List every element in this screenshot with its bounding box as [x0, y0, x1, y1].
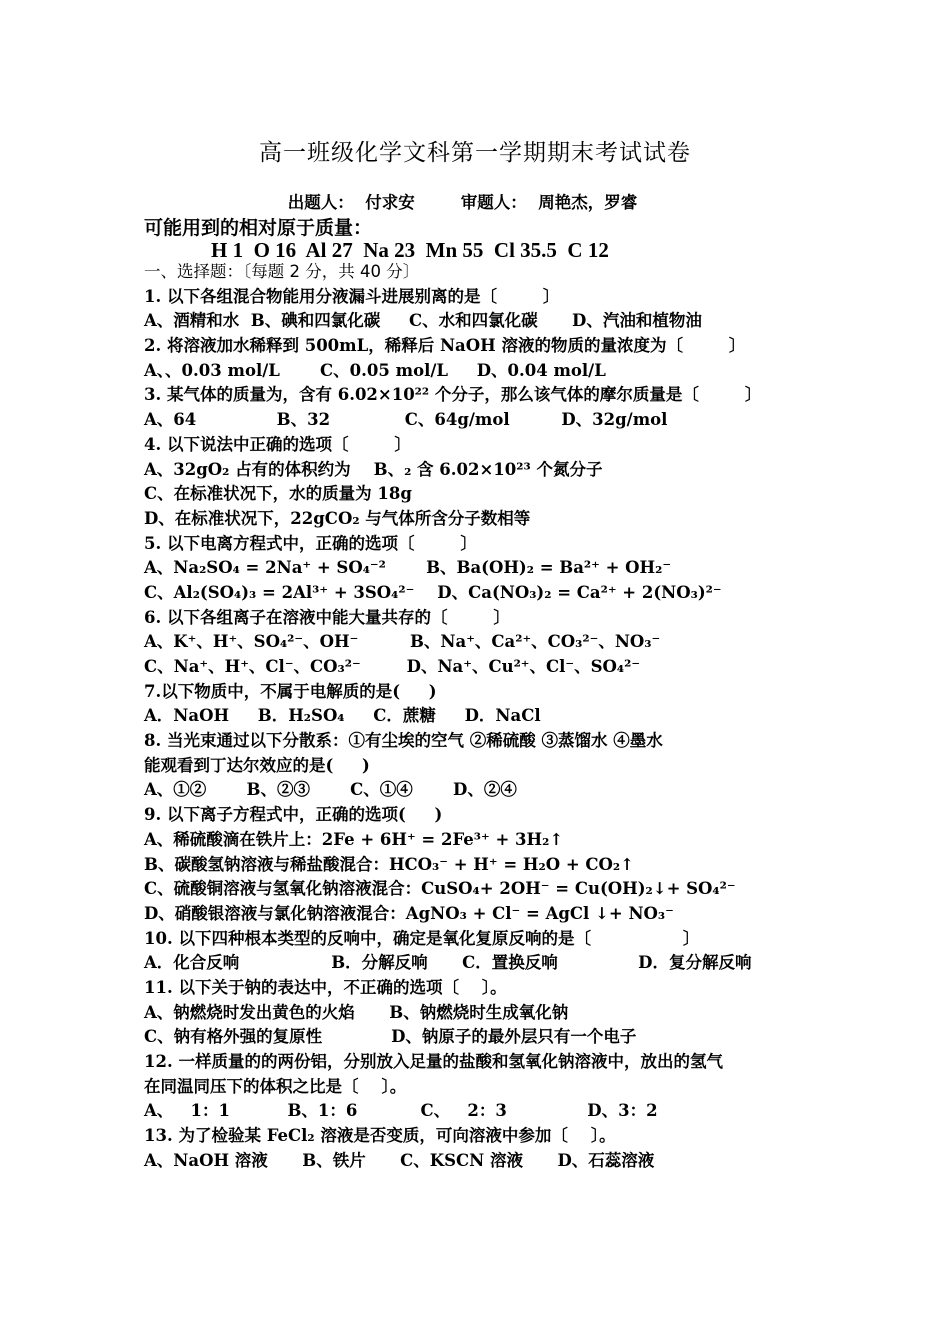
atomic-mass-heading: 可能用到的相对原于质量： — [144, 217, 373, 239]
question-text: 5. 以下电离方程式中，正确的选项〔 〕 — [144, 533, 477, 553]
question-text: 13. 为了检验某 FeCl₂ 溶液是否变质，可向溶液中参加〔 〕。 — [144, 1126, 616, 1146]
answer-options: C、Na⁺、H⁺、Cl⁻、CO₃²⁻ D、Na⁺、Cu²⁺、Cl⁻、SO₄²⁻ — [144, 657, 641, 676]
answer-options: A、Na₂SO₄ = 2Na⁺ + SO₄⁻² B、Ba(OH)₂ = Ba²⁺ + OH₂⁻ — [144, 558, 672, 578]
question-text: 在同温同压下的体积之比是〔 〕。 — [144, 1076, 407, 1096]
question-text: 6. 以下各组离子在溶液中能大量共存的〔 〕 — [144, 607, 510, 627]
answer-options: A．NaOH B．H₂SO₄ C．蔗糖 D．NaCl — [144, 706, 541, 726]
question-text: 11. 以下关于钠的表达中，不正确的选项〔 〕。 — [144, 977, 507, 997]
answer-options: A、K⁺、H⁺、SO₄²⁻、OH⁻ B、Na⁺、Ca²⁺、CO₃²⁻、NO₃⁻ — [144, 632, 661, 652]
answer-options: B、碳酸氢钠溶液与稀盐酸混合：HCO₃⁻ + H⁺ = H₂O + CO₂↑ — [144, 854, 634, 874]
question-text: 2. 将溶液加水稀释到 500mL，稀释后 NaOH 溶液的物质的量浓度为〔 〕 — [144, 336, 746, 356]
question-text: 4. 以下说法中正确的选项〔 〕 — [144, 434, 411, 454]
answer-options: A、NaOH 溶液 B、铁片 C、KSCN 溶液 D、石蕊溶液 — [144, 1150, 655, 1170]
answer-options: C、钠有格外强的复原性 D、钠原子的最外层只有一个电子 — [144, 1027, 637, 1047]
question-text: 能观看到丁达尔效应的是( ) — [144, 755, 370, 775]
answer-options: C、硫酸铜溶液与氢氧化钠溶液混合：CuSO₄+ 2OH⁻ = Cu(OH)₂↓+ SO₄²⁻ — [144, 879, 736, 899]
atomic-mass-values: H 1 O 16 Al 27 Na 23 Mn 55 Cl 35.5 C 12 — [211, 238, 609, 262]
answer-options: A、酒精和水 B、碘和四氯化碳 C、水和四氯化碳 D、汽油和植物油 — [144, 311, 702, 331]
question-text: 10. 以下四种根本类型的反响中，确定是氧化复原反响的是〔 〕 — [144, 928, 700, 948]
question-text: 8. 当光束通过以下分散系：①有尘埃的空气 ②稀硫酸 ③蒸馏水 ④墨水 — [144, 731, 663, 751]
question-text: 1. 以下各组混合物能用分液漏斗进展别离的是〔 〕 — [144, 286, 560, 306]
question-text: 9. 以下离子方程式中，正确的选项( ) — [144, 805, 443, 825]
exam-title: 高一班级化学文科第一学期期末考试试卷 — [259, 140, 691, 166]
question-text: 3. 某气体的质量为，含有 6.02×10²² 个分子，那么该气体的摩尔质量是〔 〕 — [144, 385, 762, 405]
answer-options: A、 1：1 B、1：6 C、 2：3 D、3：2 — [144, 1101, 658, 1121]
answer-options: A、稀硫酸滴在铁片上：2Fe + 6H⁺ = 2Fe³⁺ + 3H₂↑ — [144, 829, 564, 849]
question-text: 12. 一样质量的的两份铝，分别放入足量的盐酸和氢氧化钠溶液中，放出的氢气 — [144, 1052, 723, 1071]
answer-options: D、硝酸银溶液与氯化钠溶液混合：AgNO₃ + Cl⁻ = AgCl ↓+ NO₃⁻ — [144, 903, 674, 923]
answer-options: A、①② B、②③ C、①④ D、②④ — [144, 780, 517, 800]
answer-options: D、在标准状况下，22gCO₂ 与气体所含分子数相等 — [144, 508, 531, 528]
question-list — [144, 260, 834, 1173]
answer-options: C、Al₂(SO₄)₃ = 2Al³⁺ + 3SO₄²⁻ D、Ca(NO₃)₂ = Ca²⁺ + 2(NO₃)²⁻ — [144, 582, 722, 602]
answer-options: A、32gO₂ 占有的体积约为 B、₂ 含 6.02×10²³ 个氮分子 — [144, 459, 603, 479]
answer-options: A、64 B、32 C、64g/mol D、32g/mol — [144, 410, 668, 430]
question-text: 7.以下物质中，不属于电解质的是( ) — [144, 681, 437, 701]
section-heading: 一、选择题：〔每题 2 分，共 40 分〕 — [144, 262, 420, 281]
authors-line: 出题人： 付求安 审题人： 周艳杰，罗睿 — [287, 193, 638, 212]
answer-options: A、、0.03 mol/L C、0.05 mol/L D、0.04 mol/L — [144, 360, 606, 380]
answer-options: A、钠燃烧时发出黄色的火焰 B、钠燃烧时生成氧化钠 — [144, 1002, 569, 1022]
answer-options: C、在标准状况下，水的质量为 18g — [144, 484, 412, 504]
answer-options: A．化合反响 B．分解反响 C．置换反响 D．复分解反响 — [144, 953, 752, 973]
